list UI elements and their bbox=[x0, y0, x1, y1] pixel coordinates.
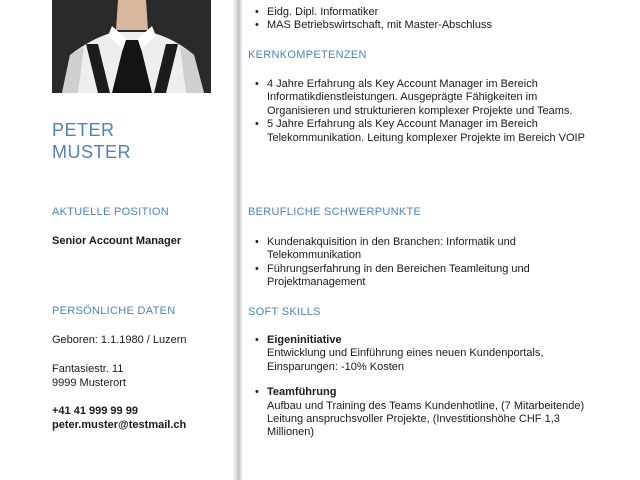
person-name bbox=[52, 119, 222, 163]
education-list bbox=[255, 6, 585, 33]
profile-photo bbox=[52, 0, 211, 93]
first-name: PETER bbox=[52, 120, 115, 140]
skill-detail: Leitung anspruchsvoller Projekte, (Investitionshöhe CHF 1,3 Millionen) bbox=[267, 413, 560, 439]
list-item bbox=[255, 334, 585, 374]
list-item: • 5 Jahre Erfahrung als Key Account Manager im Bereich Telekommunikation. Leitung komplexer Projekte im Bereich VOIP bbox=[255, 118, 585, 144]
bullet-glyph: • bbox=[255, 262, 259, 275]
bullet-glyph: • bbox=[255, 118, 259, 131]
list-item: • MAS Betriebswirtschaft, mit Master-Abschluss bbox=[255, 19, 492, 32]
current-position-value: Senior Account Manager bbox=[52, 235, 182, 247]
list-item: • 4 Jahre Erfahrung als Key Account Manager im Bereich Informatikdienstleistungen. Ausgeprägte Fähigkeiten im Organisieren und strukturieren komplexer Projekte und Teams. bbox=[255, 78, 573, 117]
city-address: 9999 Musterort bbox=[52, 377, 126, 389]
core-competencies-heading: KERNKOMPETENZEN bbox=[248, 49, 367, 61]
list-item: • Kundenakquisition in den Branchen: Informatik und Telekommunikation bbox=[255, 236, 516, 262]
professional-focus-list bbox=[255, 236, 585, 290]
soft-skills-list bbox=[255, 334, 585, 440]
bullet-glyph: • bbox=[255, 19, 259, 32]
skill-title: Eigeninitiative bbox=[267, 334, 342, 346]
bullet-glyph: • bbox=[255, 236, 259, 248]
personal-data-heading: PERSÖNLICHE DATEN bbox=[52, 305, 176, 317]
bullet-glyph: • bbox=[255, 78, 259, 90]
bullet-glyph: • bbox=[255, 6, 259, 18]
email-address: peter.muster@testmail.ch bbox=[52, 419, 187, 431]
list-item: • Führungserfahrung in den Bereichen Teamleitung und Projektmanagement bbox=[255, 262, 530, 289]
skill-title: Teamführung bbox=[267, 386, 337, 399]
current-position-heading: AKTUELLE POSITION bbox=[52, 206, 169, 218]
skill-detail: Entwicklung und Einführung eines neuen Kundenportals, Einsparungen: -10% Kosten bbox=[267, 347, 544, 373]
skill-detail: Aufbau und Training des Teams Kundenhotline, (7 Mitarbeitende) bbox=[267, 399, 585, 412]
list-item: • Eidg. Dipl. Informatiker bbox=[255, 6, 379, 18]
soft-skills-heading: SOFT SKILLS bbox=[248, 306, 321, 318]
phone-number: +41 41 999 99 99 bbox=[52, 405, 138, 417]
bullet-glyph: • bbox=[255, 334, 259, 346]
last-name: MUSTER bbox=[52, 142, 131, 162]
list-item bbox=[255, 386, 585, 440]
professional-focus-heading: BERUFLICHE SCHWERPUNKTE bbox=[248, 206, 422, 218]
bullet-glyph: • bbox=[255, 386, 259, 399]
core-competencies-list bbox=[255, 78, 585, 145]
street-address: Fantasiestr. 11 bbox=[52, 363, 124, 375]
birth-info: Geboren: 1.1.1980 / Luzern bbox=[52, 334, 187, 346]
column-divider bbox=[233, 0, 242, 480]
